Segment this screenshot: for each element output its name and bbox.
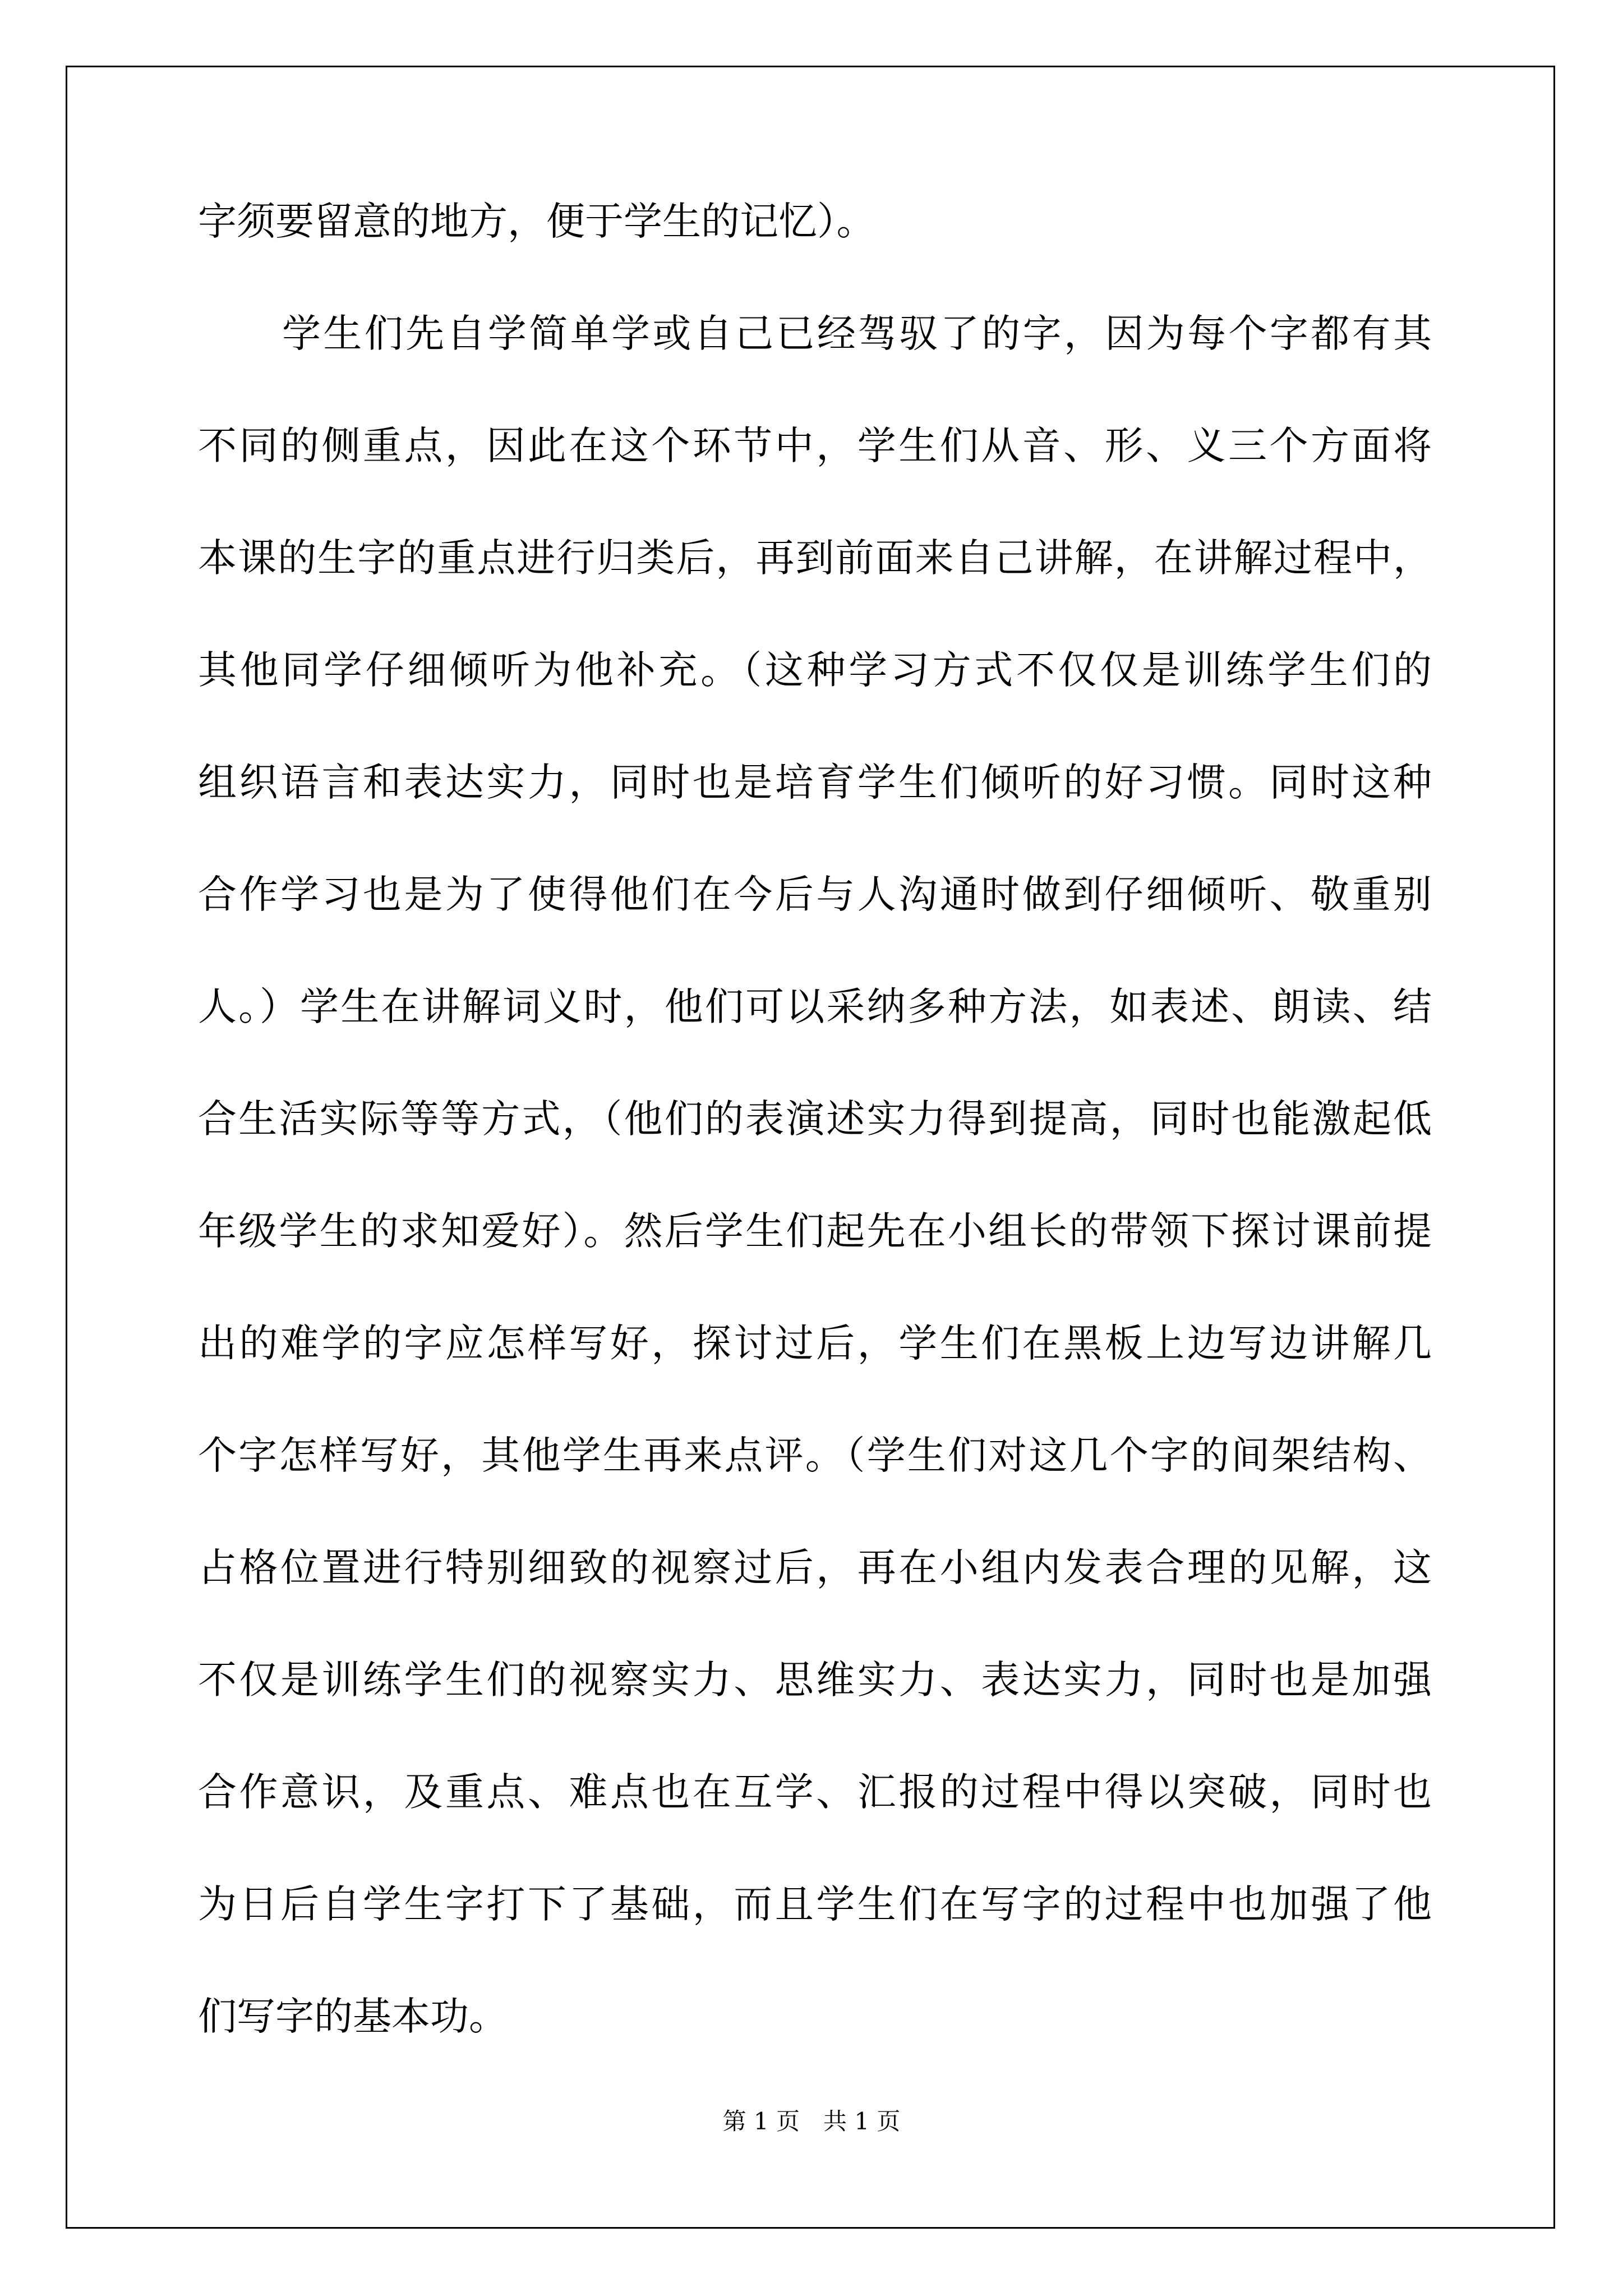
text-line: 组织语言和表达实力，同时也是培育学生们倾听的好习惯。同时这种 bbox=[198, 760, 1432, 805]
text-line: 们写字的基本功。 bbox=[198, 1994, 508, 2039]
text-line: 合作学习也是为了使得他们在今后与人沟通时做到仔细倾听、敬重别 bbox=[198, 872, 1432, 917]
page-number-footer: 第 1 页 共 1 页 bbox=[722, 2108, 901, 2135]
text-line: 合生活实际等等方式，（他们的表演述实力得到提高，同时也能激起低 bbox=[198, 1097, 1432, 1142]
text-line: 出的难学的字应怎样写好，探讨过后，学生们在黑板上边写边讲解几 bbox=[198, 1321, 1432, 1366]
text-line: 人。）学生在讲解词义时，他们可以采纳多种方法，如表述、朗读、结 bbox=[198, 984, 1432, 1029]
text-line: 其他同学仔细倾听为他补充。（这种学习方式不仅仅是训练学生们的 bbox=[198, 648, 1432, 693]
text-line: 个字怎样写好，其他学生再来点评。（学生们对这几个字的间架结构、 bbox=[198, 1433, 1432, 1478]
paragraph-first-line: 学生们先自学简单学或自己已经驾驭了的字，因为每个字都有其 bbox=[282, 311, 1432, 356]
text-line: 年级学生的求知爱好）。然后学生们起先在小组长的带领下探讨课前提 bbox=[198, 1209, 1432, 1254]
text-line: 占格位置进行特别细致的视察过后，再在小组内发表合理的见解，这 bbox=[198, 1545, 1432, 1590]
text-line: 为日后自学生字打下了基础，而且学生们在写字的过程中也加强了他 bbox=[198, 1882, 1432, 1927]
text-line: 合作意识，及重点、难点也在互学、汇报的过程中得以突破，同时也 bbox=[198, 1770, 1432, 1815]
text-line: 不仅是训练学生们的视察实力、思维实力、表达实力，同时也是加强 bbox=[198, 1658, 1432, 1703]
text-line: 本课的生字的重点进行归类后，再到前面来自己讲解，在讲解过程中， bbox=[198, 536, 1432, 581]
text-line: 不同的侧重点，因此在这个环节中，学生们从音、形、义三个方面将 bbox=[198, 424, 1432, 468]
text-line: 字须要留意的地方，便于学生的记忆）。 bbox=[198, 199, 875, 244]
